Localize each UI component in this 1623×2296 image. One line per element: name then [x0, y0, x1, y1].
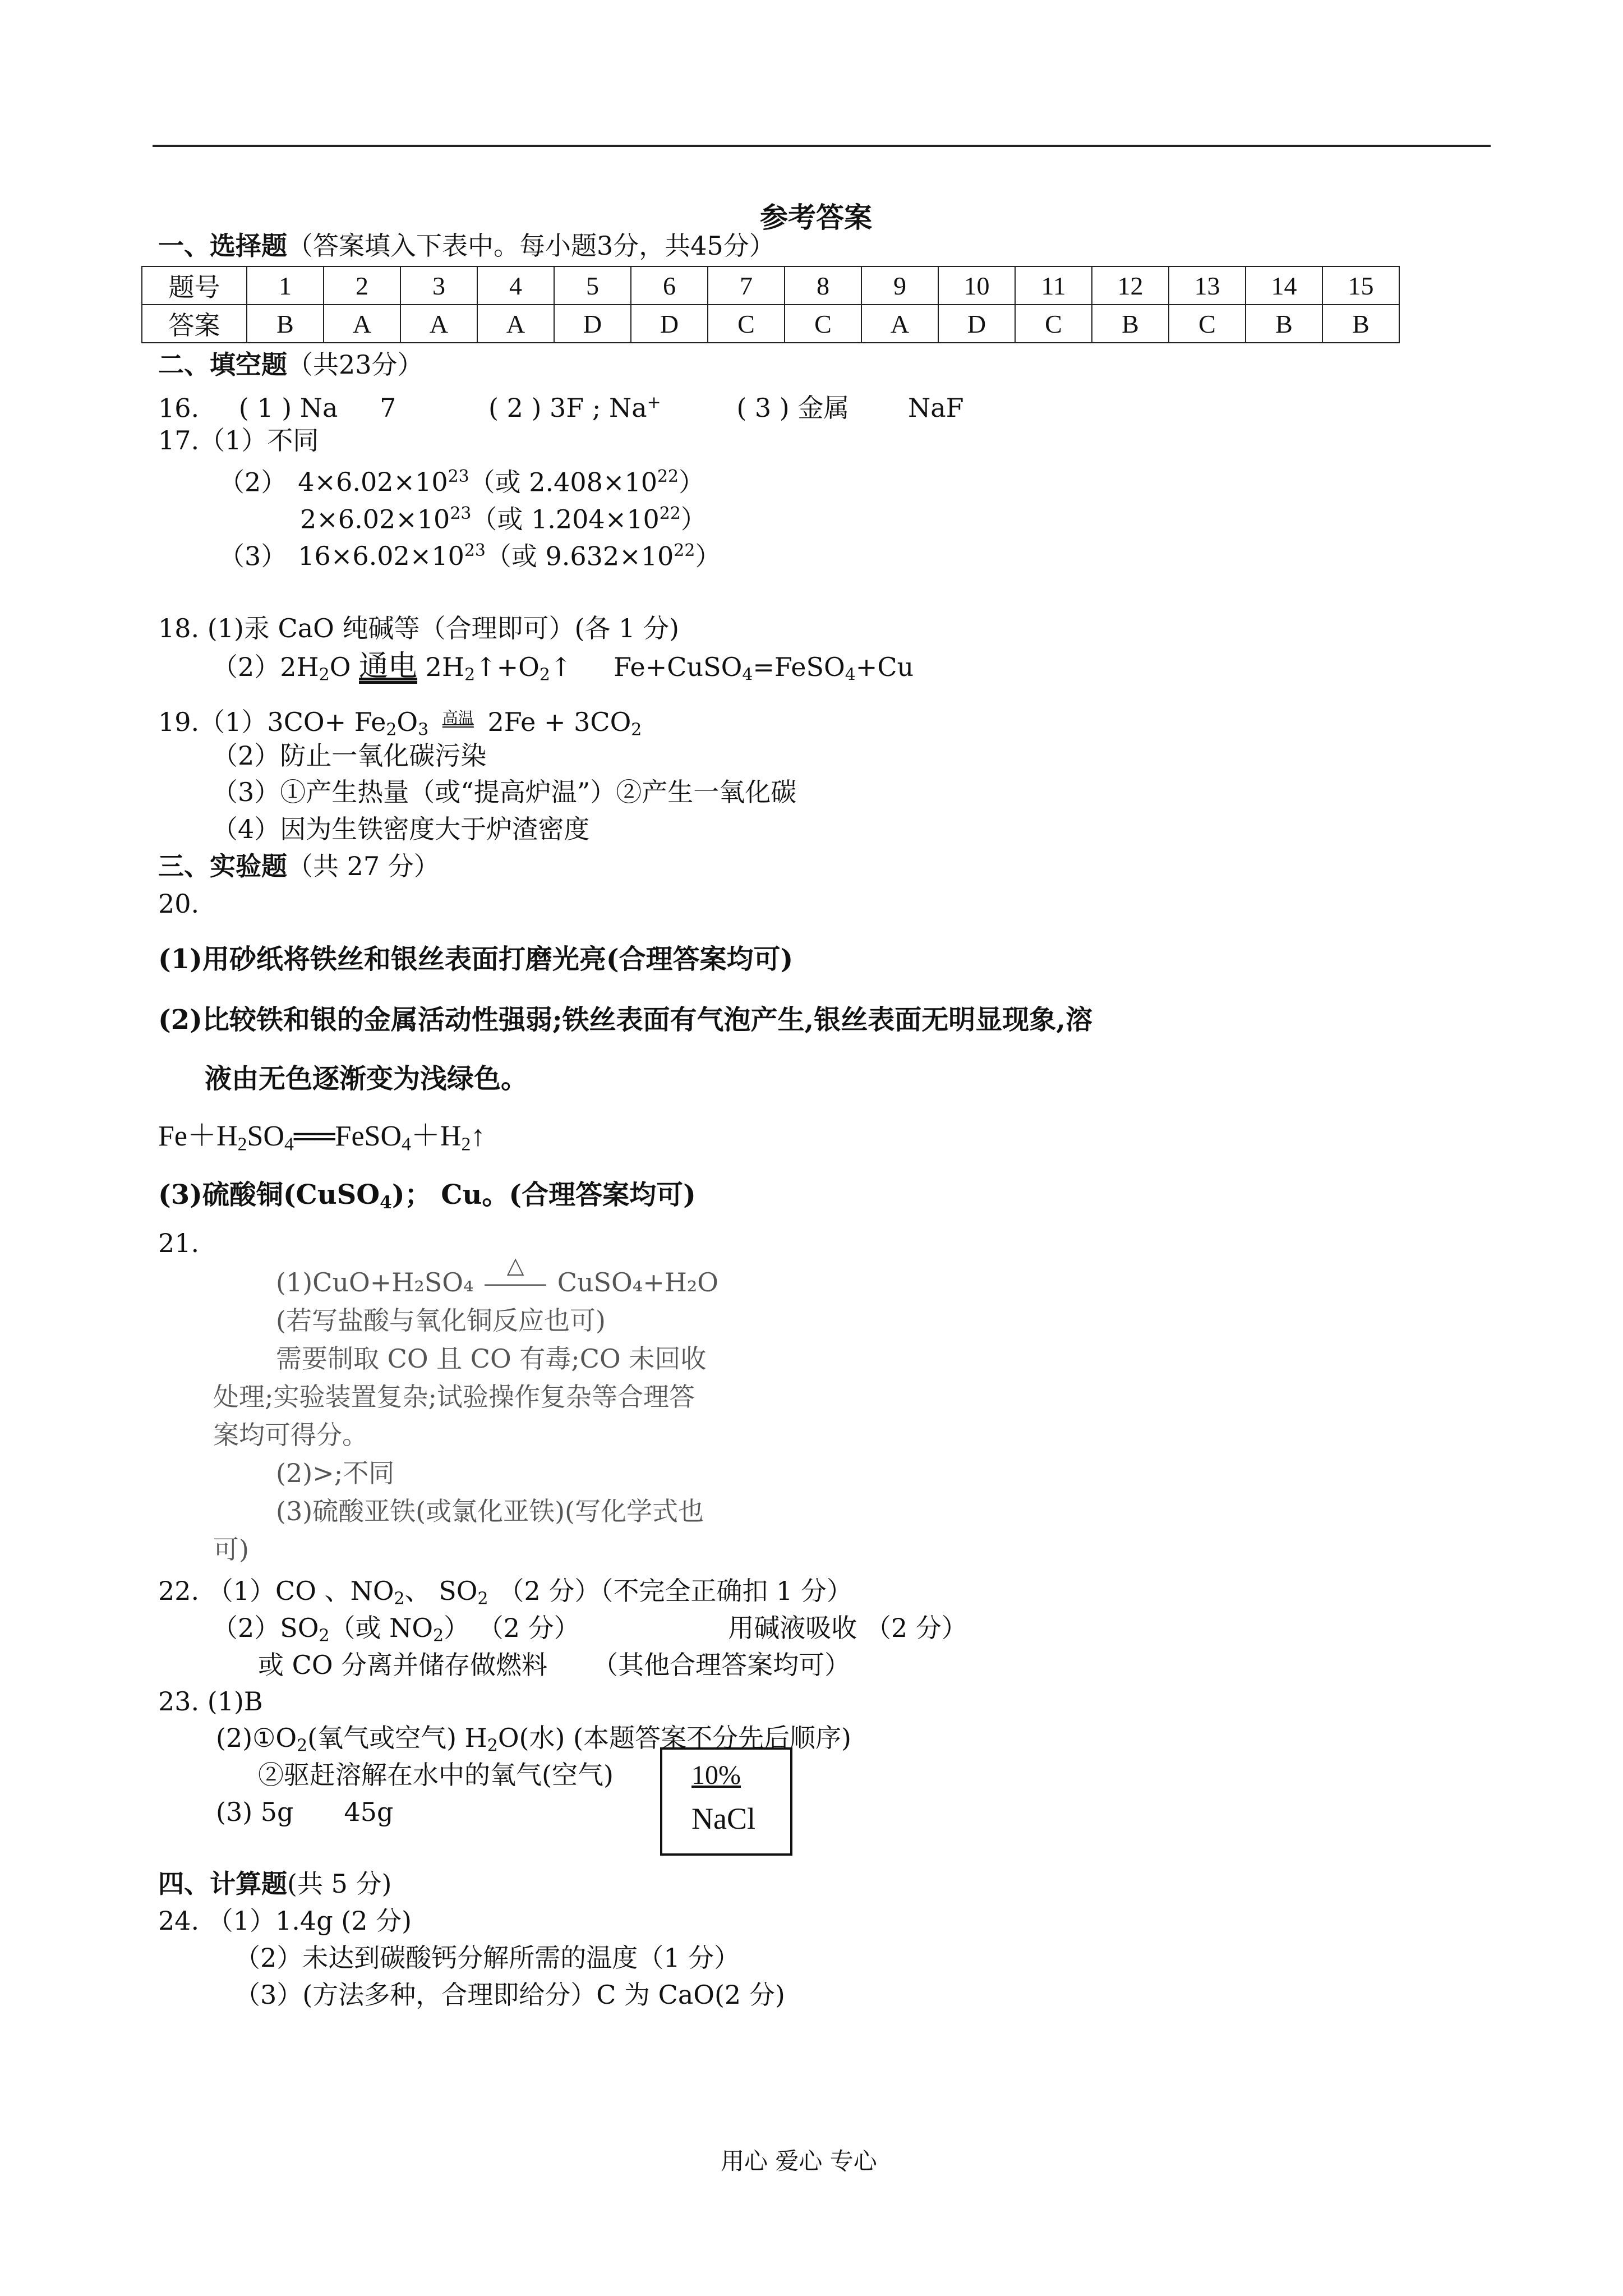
q17-line-3: $2\times 6.02\times 10^{23}$（或 $1.204\times 10^{22}$）: [300, 504, 707, 535]
q21-line-7: (3)硫酸亚铁(或氯化亚铁)(写化学式也: [276, 1496, 704, 1526]
table-row-answers: [142, 305, 1399, 343]
q23-line-4: (3) 5g 45g: [216, 1797, 394, 1827]
page-title: 参考答案: [760, 201, 872, 234]
q21-line-2: (若写盐酸与氧化铜反应也可): [276, 1305, 606, 1336]
q21-line-3: 需要制取 CO 且 CO 有毒;CO 未回收: [276, 1343, 707, 1374]
q18-line-1: 18. (1)汞 CaO 纯碱等（合理即可）(各 1 分): [158, 613, 679, 643]
section-2-heading: 二、填空题（共23分）: [158, 349, 423, 380]
table-header-cell: 题号: [142, 266, 247, 305]
table-cell: D: [631, 305, 708, 343]
table-cell: B: [1246, 305, 1322, 343]
table-cell: C: [785, 305, 861, 343]
q20-number: 20.: [158, 889, 200, 919]
q19-line-3: （3）①产生热量（或“提高炉温”）②产生一氧化碳: [212, 777, 797, 807]
q16-line: 16. ( 1 ) Na 7 ( 2 ) 3F ; Na+ ( 3 ) 金属 NaF: [158, 393, 964, 424]
table-cell: A: [477, 305, 554, 343]
q19-line-2: （2）防止一氧化碳污染: [212, 740, 487, 771]
q24-line-2: （2）未达到碳酸钙分解所需的温度（1 分）: [234, 1943, 740, 1973]
table-cell: 12: [1092, 266, 1169, 305]
q20-line-3: 液由无色逐渐变为浅绿色。: [205, 1063, 528, 1094]
q21-line-5: 案均可得分。: [213, 1420, 368, 1450]
q23-line-2: $(2)①O_2$(氧气或空气) $H_2O$(水) (本题答案不分先后顺序): [216, 1723, 851, 1756]
table-cell: 1: [247, 266, 324, 305]
table-cell: A: [861, 305, 938, 343]
q20-line-2: (2)比较铁和银的金属活动性强弱;铁丝表面有气泡产生,银丝表面无明显现象,溶: [158, 1004, 1092, 1036]
table-cell: 15: [1322, 266, 1399, 305]
table-cell: A: [324, 305, 400, 343]
q18-line-2: $(2)2H_2O$ 通电 $2H_2↑+O_2↑$ Fe+CuSO$_4$=FeSO$_4$+Cu: [212, 650, 914, 685]
header-rule: [153, 145, 1491, 147]
q22-line-1: 22. （1）CO 、$NO_2$、 $SO_2$ （2 分）（不完全正确扣 1 分）: [158, 1576, 852, 1609]
table-cell: 11: [1015, 266, 1092, 305]
q22-line-3: 或 CO 分离并储存做燃料 （其他合理答案均可）: [258, 1650, 851, 1680]
table-cell: C: [1169, 305, 1246, 343]
table-cell: C: [708, 305, 785, 343]
q21-scanned-answer: [213, 1251, 796, 1565]
table-cell: 6: [631, 266, 708, 305]
table-cell: 10: [938, 266, 1015, 305]
q22-line-2: $(2)SO_2$（或 $NO_2$） （2 分） 用碱液吸收 （2 分）: [212, 1613, 967, 1646]
q20-line-1: (1)用砂纸将铁丝和银丝表面打磨光亮(合理答案均可): [158, 944, 794, 975]
label-substance: NaCl: [691, 1802, 755, 1835]
q21-line-1: (1)CuO+H₂SO₄ △ CuSO₄+H₂O: [276, 1263, 718, 1301]
table-cell: B: [1092, 305, 1169, 343]
q19-line-4: （4）因为生铁密度大于炉渣密度: [212, 814, 590, 844]
table-cell: 9: [861, 266, 938, 305]
q20-line-5: (3)硫酸铜(CuSO$_4$)； Cu。(合理答案均可): [158, 1179, 696, 1213]
q17-line-2: （2） $4\times 6.02\times 10^{23}$（或 $2.408\times 10^{22}$）: [219, 467, 705, 498]
table-header-cell: 答案: [142, 305, 247, 343]
section-3-heading: 三、实验题（共 27 分）: [158, 851, 440, 881]
table-cell: 2: [324, 266, 400, 305]
label-percentage: 10%: [691, 1760, 741, 1790]
table-cell: A: [400, 305, 477, 343]
q21-line-4: 处理;实验装置复杂;试验操作复杂等合理答: [213, 1382, 695, 1412]
q23-line-1: 23. (1)B: [158, 1686, 263, 1717]
q21-line-8: 可): [213, 1534, 249, 1565]
table-cell: D: [554, 305, 631, 343]
condition-high-temp: 高温: [442, 708, 474, 727]
q20-equation: $Fe+H_2SO_4══FeSO_4+H_2↑$: [158, 1120, 486, 1155]
table-cell: 7: [708, 266, 785, 305]
table-cell: 14: [1246, 266, 1322, 305]
table-cell: 13: [1169, 266, 1246, 305]
heat-symbol: △: [506, 1253, 524, 1278]
q23-line-3: ②驱赶溶解在水中的氧气(空气): [258, 1760, 614, 1790]
q17-line-1: 17.（1）不同: [158, 425, 319, 455]
table-cell: 5: [554, 266, 631, 305]
condition-electrolysis: 通电: [359, 650, 418, 683]
q19-line-1: $19.(1)3CO+ Fe_2O_3$ 高温 $2Fe + 3CO_2$: [158, 702, 642, 746]
table-cell: 3: [400, 266, 477, 305]
q24-line-1: 24. （1）1.4g (2 分): [158, 1906, 412, 1936]
page-footer: 用心 爱心 专心: [721, 2147, 877, 2175]
q21-line-6: (2)>;不同: [276, 1458, 395, 1488]
table-row-numbers: [142, 266, 1399, 305]
q21-number: 21.: [158, 1228, 200, 1258]
table-cell: D: [938, 305, 1015, 343]
table-cell: B: [247, 305, 324, 343]
table-cell: C: [1015, 305, 1092, 343]
reagent-label-box: [660, 1747, 792, 1856]
q24-line-3: （3）(方法多种，合理即给分）C 为 CaO(2 分): [234, 1980, 785, 2010]
section-1-heading: 一、选择题（答案填入下表中。每小题3分，共45分）: [158, 231, 775, 261]
table-cell: 8: [785, 266, 861, 305]
table-cell: 4: [477, 266, 554, 305]
answer-table: [141, 266, 1400, 343]
q17-line-4: （3） $16\times 6.02\times 10^{23}$（或 $9.632\times 10^{22}$）: [219, 541, 721, 572]
table-cell: B: [1322, 305, 1399, 343]
section-4-heading: 四、计算题(共 5 分): [158, 1869, 392, 1899]
